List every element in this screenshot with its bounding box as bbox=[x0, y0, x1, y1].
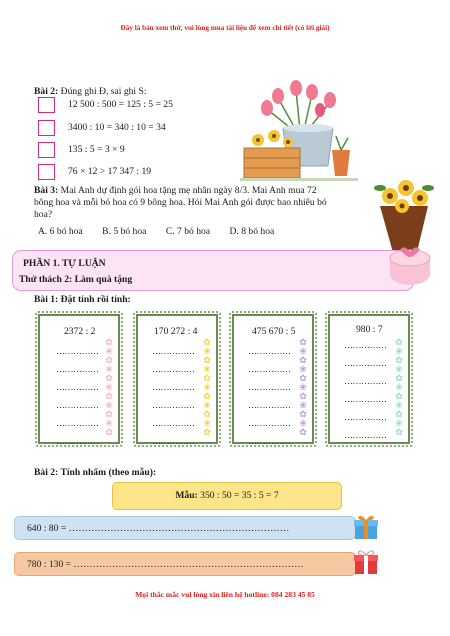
option-d[interactable]: D. 8 bó hoa bbox=[229, 226, 275, 237]
bai3-line3: hoa? bbox=[34, 209, 53, 220]
bai2-title: Bài 2: bbox=[34, 86, 59, 97]
preview-banner: Đây là bản xem thử, vui lòng mua tài liệu để xem chi tiết (có lời giải) bbox=[120, 24, 330, 32]
statement-4: 76 × 12 > 17 347 : 19 bbox=[68, 166, 152, 177]
bai3-line1: Mai Anh dự định gói hoa tặng mẹ nhân ngày 8/3. Mai Anh mua 72 bbox=[60, 185, 317, 196]
bai2b-title: Bài 2: Tính nhẩm (theo mẫu): bbox=[34, 467, 157, 478]
gift-box-pink-icon bbox=[386, 240, 434, 286]
gift-box-blue-icon bbox=[352, 513, 380, 541]
problem-4: 980 : 7 bbox=[356, 324, 383, 335]
hotline-footer: Mọi thắc mắc vui lòng xin liên hệ hotline: 084 283 45 85 bbox=[135, 590, 315, 599]
option-b[interactable]: B. 5 bó hoa bbox=[102, 226, 147, 237]
bai2-instruction: Đúng ghi Đ, sai ghi S: bbox=[60, 86, 147, 97]
question-1-row[interactable]: 640 : 80 = …………………………………………………………… bbox=[14, 516, 356, 540]
bai1-title: Bài 1: Đặt tính rồi tính: bbox=[34, 294, 131, 305]
section-header bbox=[12, 250, 414, 291]
bai3-title: Bài 3: bbox=[34, 185, 59, 196]
answer-box-2[interactable] bbox=[38, 120, 55, 136]
bai3-line2: bông hoa và mỗi bó hoa có 9 bông hoa. Hỏi Mai Anh gói được bao nhiêu bó bbox=[34, 197, 327, 208]
question-2-row[interactable]: 780 : 130 = ……………………………………………………………… bbox=[14, 552, 356, 576]
example-label: Mẫu: bbox=[175, 490, 198, 501]
flower-vine-purple-icon: ✿ ❀ ✿ ❀ ✿ ❀ ✿ ❀ ✿ ❀ ✿ bbox=[299, 337, 307, 437]
answer-box-4[interactable] bbox=[38, 164, 55, 180]
flower-vine-teal-icon: ✿ ❀ ✿ ❀ ✿ ❀ ✿ ❀ ✿ ❀ ✿ bbox=[395, 337, 403, 437]
option-c[interactable]: C. 7 bó hoa bbox=[165, 226, 211, 237]
example-expression: 350 : 50 = 35 : 5 = 7 bbox=[200, 490, 279, 501]
flower-pot-illustration bbox=[238, 80, 360, 184]
section-title: PHẦN 1. TỰ LUẬN bbox=[23, 258, 106, 269]
section-subtitle: Thử thách 2: Làm quà tặng bbox=[19, 274, 133, 285]
problem-3: 475 670 : 5 bbox=[252, 326, 296, 337]
bai3-question bbox=[34, 185, 364, 221]
example-box bbox=[112, 482, 342, 510]
bai3-options bbox=[38, 226, 291, 238]
option-a[interactable]: A. 6 bó hoa bbox=[38, 226, 83, 237]
statement-1: 12 500 : 500 = 125 : 5 = 25 bbox=[68, 99, 173, 110]
flower-vine-yellow-icon: ✿ ❀ ✿ ❀ ✿ ❀ ✿ ❀ ✿ ❀ ✿ bbox=[203, 337, 211, 437]
answer-box-3[interactable] bbox=[38, 142, 55, 158]
answer-box-1[interactable] bbox=[38, 97, 55, 113]
problem-1: 2372 : 2 bbox=[64, 326, 96, 337]
flower-vine-pink-icon: ✿ ❀ ✿ ❀ ✿ ❀ ✿ ❀ ✿ ❀ ✿ bbox=[105, 337, 113, 437]
gift-box-red-icon bbox=[352, 548, 380, 576]
statement-2: 3400 : 10 = 340 : 10 = 34 bbox=[68, 122, 166, 133]
problem-2: 170 272 : 4 bbox=[154, 326, 198, 337]
statement-3: 135 : 5 = 3 × 9 bbox=[68, 144, 125, 155]
